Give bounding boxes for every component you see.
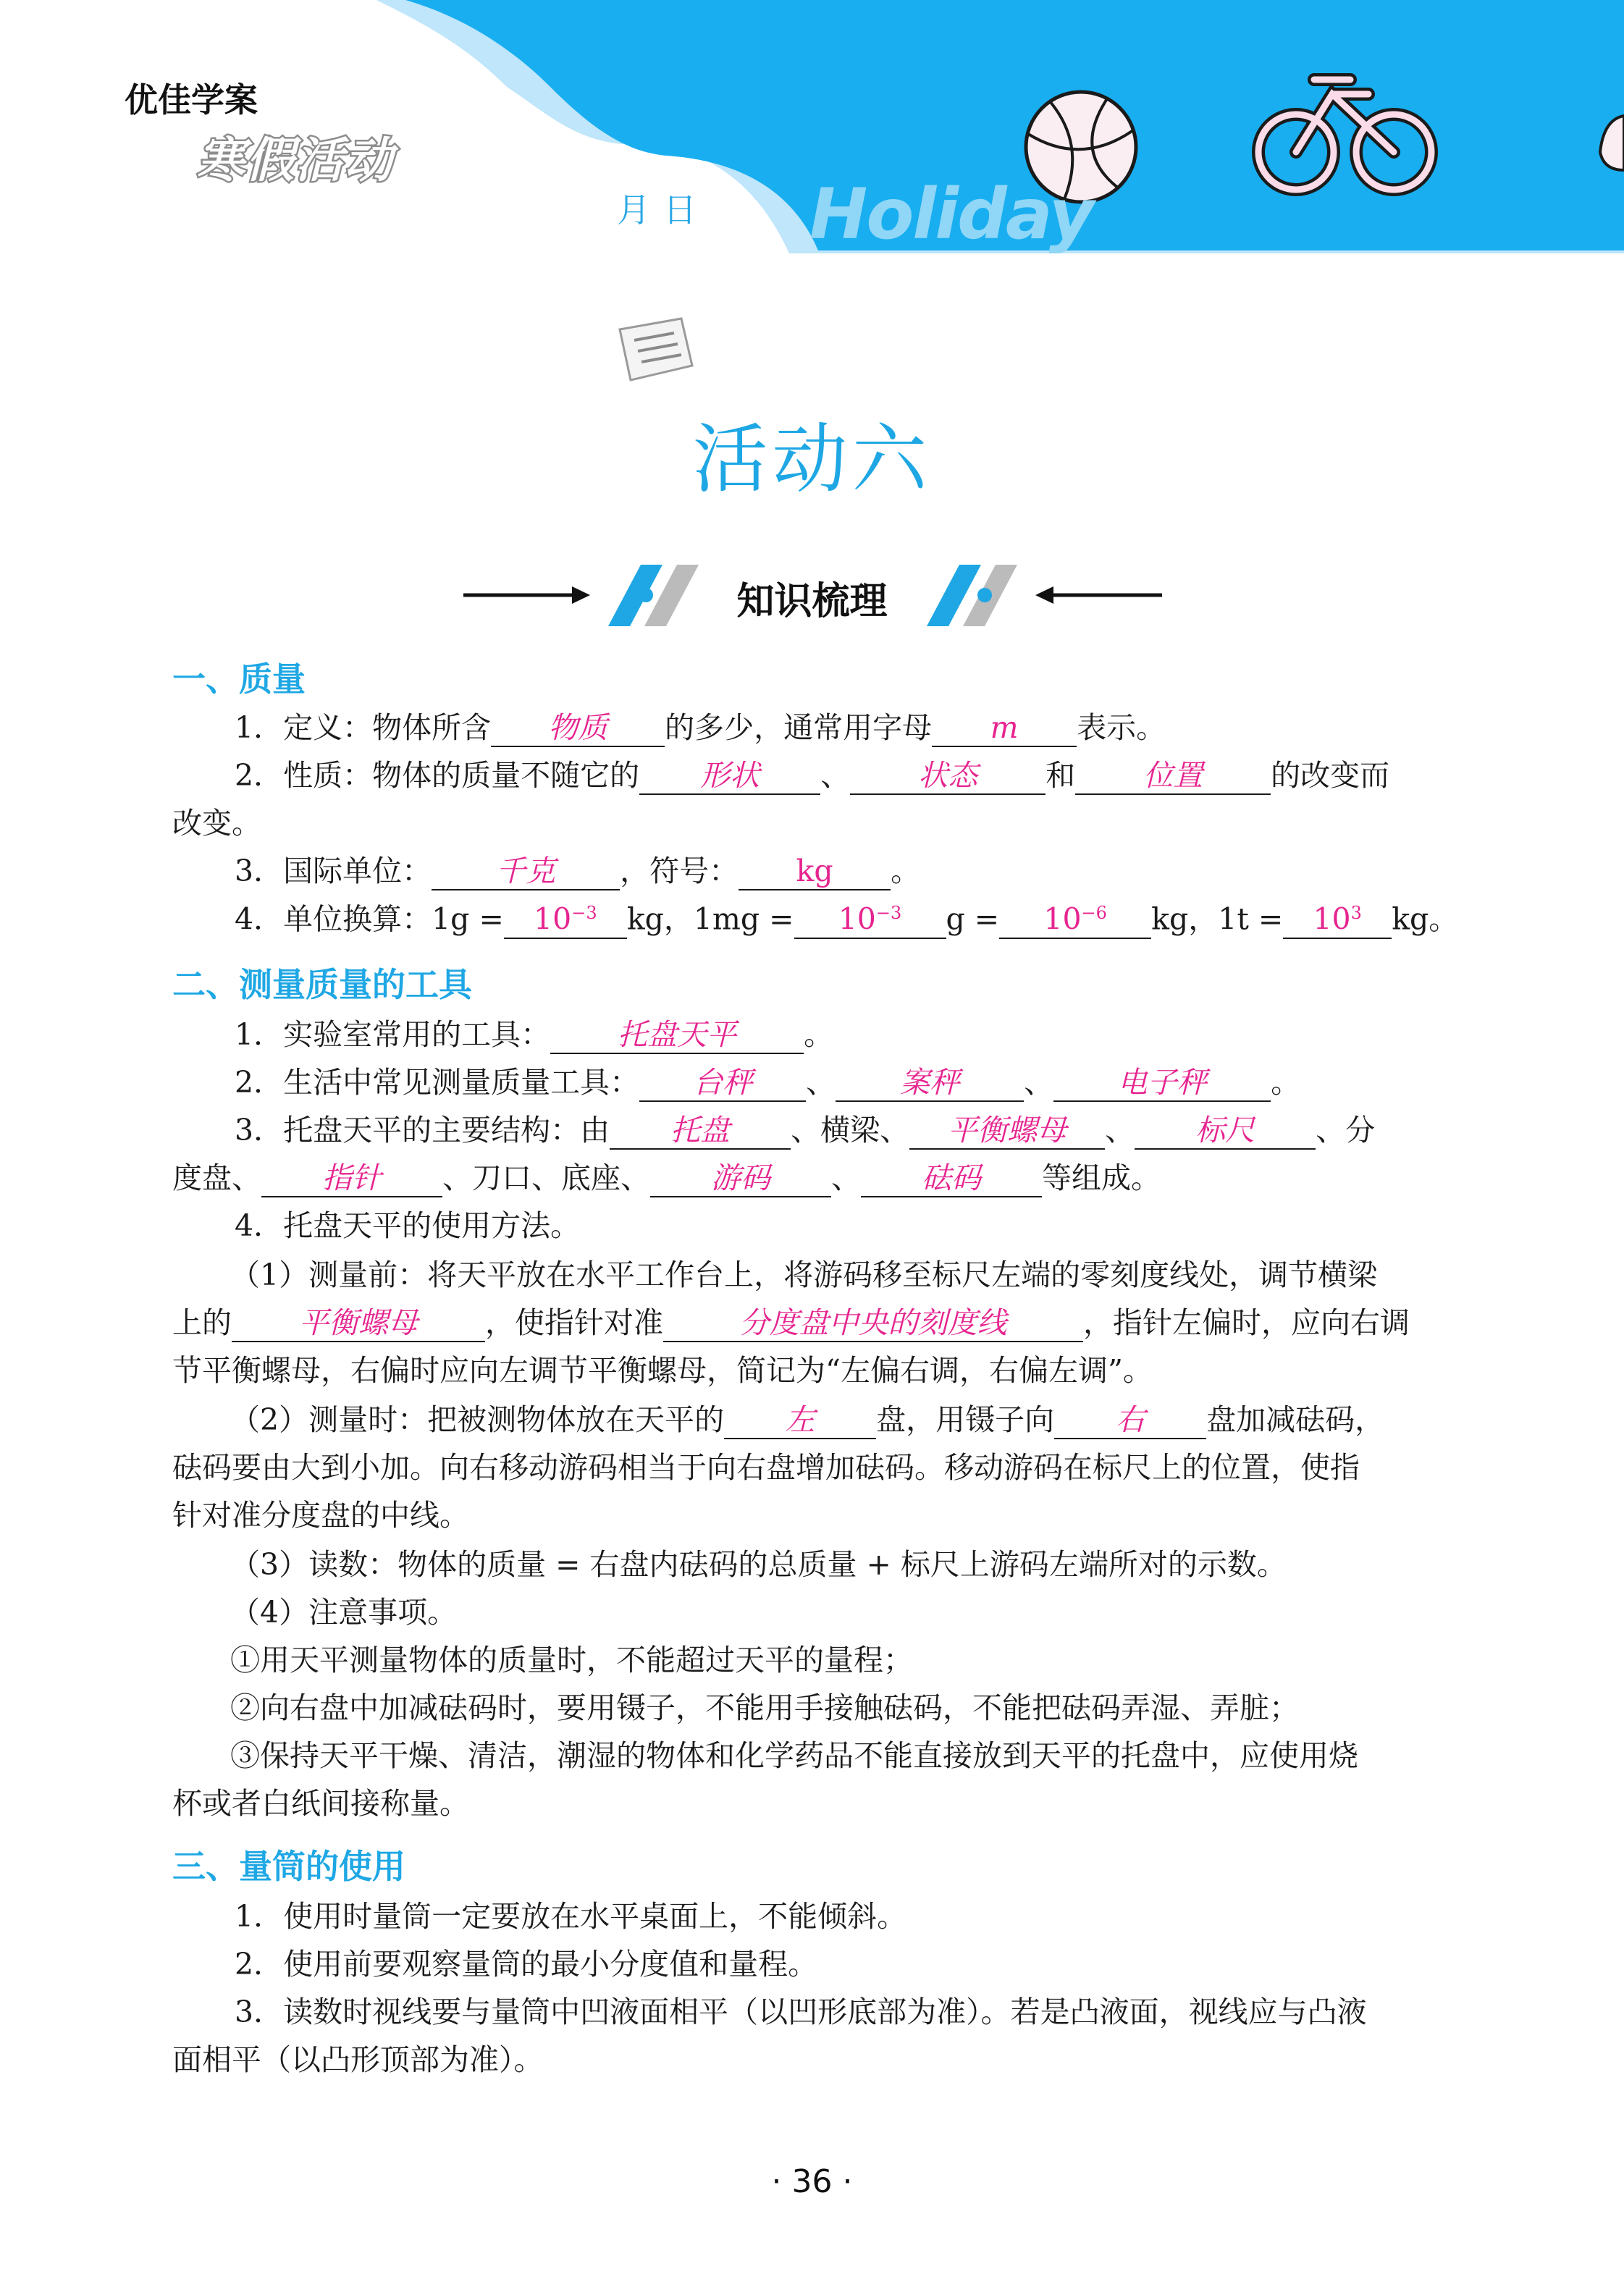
answer-blank: 平衡螺母 — [909, 1112, 1105, 1150]
line-before-measure-2: 上的 平衡螺母 ，使指针对准 分度盘中央的刻度线 ，指针左偏时，应向右调 — [172, 1299, 1455, 1347]
line-while-measure-2: 砝码要由大到小加。向右移动游码相当于向右盘增加砝码。移动游码在标尺上的位置，使指 — [172, 1450, 1360, 1485]
line-structure-cont: 度盘、 指针 、刀口、底座、 游码 、 砝码 等组成。 — [172, 1154, 1455, 1202]
brand-top: 优佳学案 — [125, 80, 258, 119]
line-cylinder-2: 2．使用前要观察量筒的最小分度值和量程。 — [235, 1947, 818, 1982]
answer-blank: 指针 — [261, 1160, 442, 1197]
line-unit-conversion: 4．单位换算：$1g = 10^{-3}$ kg，$1mg = 10^{-3}$ $g = 10^{-6}$ kg，$1t = 10^3$ kg。 — [172, 895, 1518, 943]
answer-blank: 平衡螺母 — [232, 1305, 485, 1342]
answer-blank: $10^{-3}$ — [794, 895, 946, 939]
line-before-measure: （1）测量前：将天平放在水平工作台上，将游码移至标尺左端的零刻度线处，调节横梁 — [230, 1258, 1378, 1292]
answer-blank: 电子秤 — [1053, 1064, 1271, 1102]
answer-blank: m — [932, 709, 1077, 747]
line-usage: 4．托盘天平的使用方法。 — [235, 1208, 581, 1243]
answer-blank: 状态 — [850, 757, 1045, 795]
line-property: 2．性质：物体的质量不随它的 形状 、 状态 和 位置 的改变而 — [172, 751, 1518, 799]
line-structure: 3．托盘天平的主要结构：由 托盘 、横梁、 平衡螺母 、 标尺 、分 — [172, 1106, 1518, 1154]
answer-blank: 标尺 — [1135, 1112, 1316, 1150]
answer-blank: 案秤 — [836, 1064, 1024, 1102]
answer-blank: $10^3$ — [1283, 895, 1392, 939]
answer-blank: 台秤 — [639, 1064, 806, 1102]
page-number: · 36 · — [771, 2163, 853, 2200]
section-heading-tools: 二、测量质量的工具 — [172, 965, 472, 1004]
day-label: 日 — [663, 190, 697, 229]
holiday-text: Holiday — [809, 174, 1093, 255]
month-label: 月 — [617, 190, 650, 229]
answer-blank: 位置 — [1075, 757, 1271, 795]
line-si-unit: 3．国际单位： 千克 ，符号： kg 。 — [172, 847, 1518, 895]
section-heading-cylinder: 三、量筒的使用 — [172, 1847, 405, 1886]
section-banner-title: 知识梳理 — [736, 580, 888, 623]
answer-blank: 右 — [1054, 1402, 1206, 1439]
answer-blank: 游码 — [650, 1160, 831, 1197]
answer-blank: 托盘天平 — [550, 1016, 804, 1054]
line-notes: （4）注意事项。 — [230, 1595, 458, 1630]
line-lab-tool: 1．实验室常用的工具： 托盘天平 。 — [172, 1011, 1518, 1058]
line-note-1: ①用天平测量物体的质量时，不能超过天平的量程； — [230, 1643, 913, 1677]
answer-blank: 形状 — [639, 757, 820, 795]
line-definition: 1．定义：物体所含 物质 的多少，通常用字母 m 表示。 — [172, 704, 1518, 751]
line-note-3: ③保持天平干燥、清洁，潮湿的物体和化学药品不能直接放到天平的托盘中，应使用烧 — [230, 1738, 1358, 1773]
answer-blank: 左 — [724, 1402, 876, 1439]
answer-blank: 物质 — [491, 709, 665, 747]
line-before-measure-3: 节平衡螺母，右偏时应向左调节平衡螺母，简记为“左偏右调，右偏左调”。 — [172, 1353, 1153, 1388]
badge-icon — [613, 308, 699, 387]
line-cylinder-3-cont: 面相平（以凸形顶部为准）。 — [172, 2042, 544, 2077]
answer-blank: 托盘 — [610, 1112, 791, 1150]
line-reading: （3）读数：物体的质量 = 右盘内砝码的总质量 + 标尺上游码左端所对的示数。 — [230, 1547, 1287, 1582]
brand-main: 寒假活动 — [197, 132, 394, 188]
line-note-3-cont: 杯或者白纸间接称量。 — [172, 1786, 469, 1821]
section-heading-mass: 一、质量 — [172, 660, 306, 699]
activity-title: 活动六 — [692, 415, 932, 503]
line-cylinder-3: 3．读数时视线要与量筒中凹液面相平（以凹形底部为准）。若是凸液面，视线应与凸液 — [235, 1995, 1367, 2029]
line-while-measure: （2）测量时：把被测物体放在天平的 左 盘，用镊子向 右 盘加减砝码， — [172, 1396, 1513, 1444]
line-property-cont: 改变。 — [172, 806, 261, 841]
answer-blank: $10^{-3}$ — [504, 895, 627, 939]
answer-blank: 砝码 — [861, 1160, 1042, 1197]
answer-blank: 分度盘中央的刻度线 — [663, 1305, 1083, 1342]
answer-blank: $10^{-6}$ — [999, 895, 1151, 939]
line-note-2: ②向右盘中加减砝码时，要用镊子，不能用手接触砝码，不能把砝码弄湿、弄脏； — [230, 1690, 1299, 1725]
line-while-measure-3: 针对准分度盘的中线。 — [172, 1498, 469, 1533]
answer-blank: kg — [739, 853, 891, 890]
line-life-tools: 2．生活中常见测量质量工具： 台秤 、 案秤 、 电子秤 。 — [172, 1058, 1518, 1106]
answer-blank: 千克 — [432, 853, 620, 890]
line-cylinder-1: 1．使用时量筒一定要放在水平桌面上，不能倾斜。 — [235, 1899, 907, 1934]
